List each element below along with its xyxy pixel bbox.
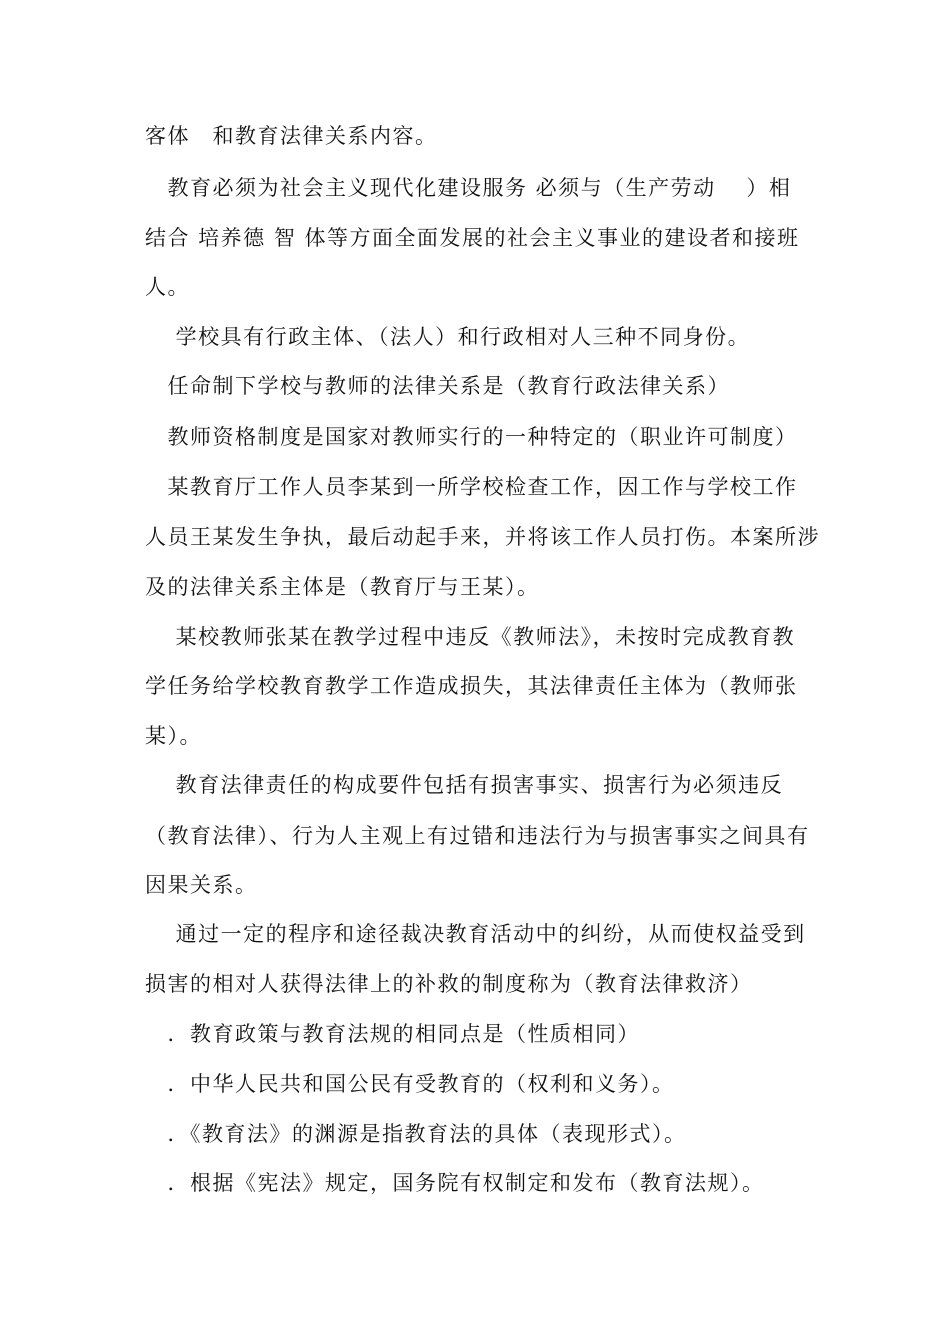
list-item: ．根据《宪法》规定，国务院有权制定和发布（教育法规）。 <box>145 1171 765 1195</box>
text-line: 因果关系。 <box>145 873 258 897</box>
text-line: 教育必须为社会主义现代化建设服务 必须与（生产劳动 ）相 <box>145 176 792 200</box>
text-line: 损害的相对人获得法律上的补救的制度称为（教育法律救济） <box>145 972 753 996</box>
text-line: 学任务给学校教育教学工作造成损失，其法律责任主体为（教师张 <box>145 674 798 698</box>
text-line: 某教育厅工作人员李某到一所学校检查工作，因工作与学校工作 <box>145 475 798 499</box>
text-line: 教育法律责任的构成要件包括有损害事实、损害行为必须违反 <box>145 773 784 797</box>
text-line: 客体 和教育法律关系内容。 <box>145 124 438 148</box>
text-line: 教师资格制度是国家对教师实行的一种特定的（职业许可制度） <box>145 425 798 449</box>
list-item: ．中华人民共和国公民有受教育的（权利和义务）。 <box>145 1072 675 1096</box>
text-line: 通过一定的程序和途径裁决教育活动中的纠纷，从而使权益受到 <box>145 922 806 946</box>
text-line: 某校教师张某在教学过程中违反《教师法》，未按时完成教育教 <box>145 625 796 649</box>
text-line: （教育法律）、行为人主观上有过错和违法行为与损害事实之间具有 <box>145 824 810 848</box>
text-line: 结合 培养德 智 体等方面全面发展的社会主义事业的建设者和接班 <box>145 226 800 250</box>
text-line: 人员王某发生争执，最后动起手来，并将该工作人员打伤。本案所涉 <box>145 525 820 549</box>
list-item: ．教育政策与教育法规的相同点是（性质相同） <box>145 1022 640 1046</box>
text-line: 某）。 <box>145 724 202 748</box>
text-line: 学校具有行政主体、（法人）和行政相对人三种不同身份。 <box>145 325 751 349</box>
text-line: 及的法律关系主体是（教育厅与王某）。 <box>145 575 540 599</box>
text-line: 人。 <box>145 275 190 299</box>
list-item: ．《教育法》的渊源是指教育法的具体（表现形式）。 <box>145 1122 687 1146</box>
text-line: 任命制下学校与教师的法律关系是（教育行政法律关系） <box>145 374 730 398</box>
